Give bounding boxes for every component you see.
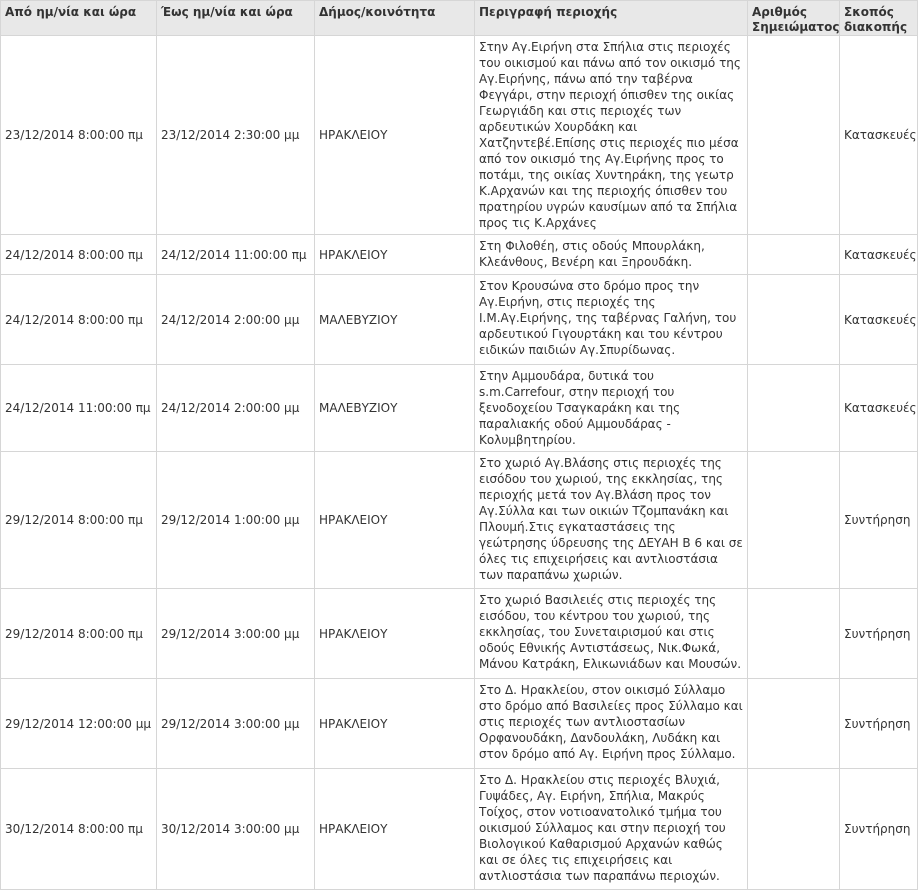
cell-to: 23/12/2014 2:30:00 μμ: [157, 36, 315, 235]
cell-from: 24/12/2014 8:00:00 πμ: [1, 275, 157, 365]
cell-municipality: ΗΡΑΚΛΕΙΟΥ: [315, 235, 475, 275]
cell-description: Στο Δ. Ηρακλείου, στον οικισμό Σύλλαμο στο δρόμο από Βασιλείες προς Σύλλαμο και στις περιοχές των αντλιοστασίων Ορφανουδάκη, Δανδουλάκη, Λυδάκη και στον δρόμο από Αγ. Ειρήνη προς Σύλλαμο.: [475, 679, 748, 769]
table-row: [1, 679, 918, 769]
table-row: [1, 365, 918, 452]
cell-municipality: ΗΡΑΚΛΕΙΟΥ: [315, 589, 475, 679]
cell-description: Στο Δ. Ηρακλείου στις περιοχές Βλυχιά, Γυψάδες, Αγ. Ειρήνη, Σπήλια, Μακρύς Τοίχος, στον νοτιοανατολικό τμήμα του οικισμού Σύλλαμος και στην περιοχή του Βιολογικού Καθαρισμού Αρχανών καθώς και σε όλες τις επιχειρήσεις και αντλιοστάσια των παραπάνω περιοχών.: [475, 769, 748, 890]
table-row: [1, 769, 918, 890]
cell-from: 30/12/2014 8:00:00 πμ: [1, 769, 157, 890]
cell-purpose: Κατασκευές: [840, 36, 918, 235]
cell-to: 30/12/2014 3:00:00 μμ: [157, 769, 315, 890]
cell-municipality: ΜΑΛΕΒΥΖΙΟΥ: [315, 275, 475, 365]
cell-description: Στην Αγ.Ειρήνη στα Σπήλια στις περιοχές του οικισμού και πάνω από τον οικισμό της Αγ.Ειρήνης, πάνω από την ταβέρνα Φεγγάρι, στην περιοχή όπισθεν της οικίας Γεωργιάδη και στις περιοχές των αρδευτικών Χουρδάκη και Χατζηντεβέ.Επίσης στις περιοχές πιο μέσα από τον οικισμό της Αγ.Ειρήνης προς το ποτάμι, της οικίας Χυντηράκη, της γεωτρ Κ.Αρχανών και της περιοχής όπισθεν του πρατηρίου υγρών καυσίμων από τα Σπήλια προς τις Κ.Αρχάνες: [475, 36, 748, 235]
header-municipality[interactable]: Δήμος/κοινότητα: [315, 1, 475, 36]
header-number[interactable]: Αριθμός Σημειώματος: [748, 1, 840, 36]
cell-number: [748, 452, 840, 589]
header-description[interactable]: Περιγραφή περιοχής: [475, 1, 748, 36]
cell-purpose: Κατασκευές: [840, 235, 918, 275]
table-row: [1, 452, 918, 589]
cell-purpose: Κατασκευές: [840, 275, 918, 365]
cell-from: 24/12/2014 11:00:00 πμ: [1, 365, 157, 452]
cell-to: 24/12/2014 2:00:00 μμ: [157, 275, 315, 365]
cell-purpose: Συντήρηση: [840, 589, 918, 679]
cell-description: Στο χωριό Αγ.Βλάσης στις περιοχές της εισόδου του χωριού, της εκκλησίας, της περιοχής μετά τον Αγ.Βλάση προς τον Αγ.Σύλλα και των οικιών Τζομπανάκη και Πλουμή.Στις εγκαταστάσεις της γεώτρησης ύδρευσης της ΔΕΥΑΗ Β 6 και σε όλες τις επιχειρήσεις και αντλιοστάσια των παραπάνω χωριών.: [475, 452, 748, 589]
cell-from: 29/12/2014 12:00:00 μμ: [1, 679, 157, 769]
header-to[interactable]: Έως ημ/νία και ώρα: [157, 1, 315, 36]
cell-municipality: ΗΡΑΚΛΕΙΟΥ: [315, 452, 475, 589]
cell-purpose: Συντήρηση: [840, 679, 918, 769]
cell-description: Στον Κρουσώνα στο δρόμο προς την Αγ.Ειρήνη, στις περιοχές της Ι.Μ.Αγ.Ειρήνης, της ταβέρνας Γαλήνη, του αρδευτικού Γιγουρτάκη και του κέντρου ειδικών παιδιών Αγ.Σπυρίδωνας.: [475, 275, 748, 365]
cell-number: [748, 235, 840, 275]
cell-to: 29/12/2014 3:00:00 μμ: [157, 589, 315, 679]
cell-number: [748, 679, 840, 769]
cell-purpose: Συντήρηση: [840, 769, 918, 890]
cell-municipality: ΜΑΛΕΒΥΖΙΟΥ: [315, 365, 475, 452]
cell-from: 29/12/2014 8:00:00 πμ: [1, 452, 157, 589]
cell-number: [748, 275, 840, 365]
cell-from: 24/12/2014 8:00:00 πμ: [1, 235, 157, 275]
cell-municipality: ΗΡΑΚΛΕΙΟΥ: [315, 36, 475, 235]
cell-municipality: ΗΡΑΚΛΕΙΟΥ: [315, 679, 475, 769]
cell-to: 24/12/2014 11:00:00 πμ: [157, 235, 315, 275]
cell-description: Στη Φιλοθέη, στις οδούς Μπουρλάκη, Κλεάνθους, Βενέρη και Ξηρουδάκη.: [475, 235, 748, 275]
header-row: [1, 1, 918, 36]
header-purpose[interactable]: Σκοπός διακοπής: [840, 1, 918, 36]
table-row: [1, 36, 918, 235]
cell-municipality: ΗΡΑΚΛΕΙΟΥ: [315, 769, 475, 890]
cell-number: [748, 589, 840, 679]
cell-description: Στην Αμμουδάρα, δυτικά του s.m.Carrefour, στην περιοχή του ξενοδοχείου Τσαγκαράκη και της παραλιακής οδού Αμμουδάρας - Κολυμβητηρίου.: [475, 365, 748, 452]
cell-from: 29/12/2014 8:00:00 πμ: [1, 589, 157, 679]
table-row: [1, 275, 918, 365]
cell-number: [748, 36, 840, 235]
cell-number: [748, 769, 840, 890]
cell-to: 24/12/2014 2:00:00 μμ: [157, 365, 315, 452]
cell-number: [748, 365, 840, 452]
cell-to: 29/12/2014 3:00:00 μμ: [157, 679, 315, 769]
table-row: [1, 235, 918, 275]
cell-purpose: Συντήρηση: [840, 452, 918, 589]
cell-purpose: Κατασκευές: [840, 365, 918, 452]
cell-to: 29/12/2014 1:00:00 μμ: [157, 452, 315, 589]
header-from[interactable]: Από ημ/νία και ώρα: [1, 1, 157, 36]
table-row: [1, 589, 918, 679]
cell-from: 23/12/2014 8:00:00 πμ: [1, 36, 157, 235]
cell-description: Στο χωριό Βασιλειές στις περιοχές της εισόδου, του κέντρου του χωριού, της εκκλησίας, του Συνεταιρισμού και στις οδούς Εθνικής Αντιστάσεως, Νικ.Φωκά, Μάνου Κατράκη, Ελικωνιάδων και Μουσών.: [475, 589, 748, 679]
